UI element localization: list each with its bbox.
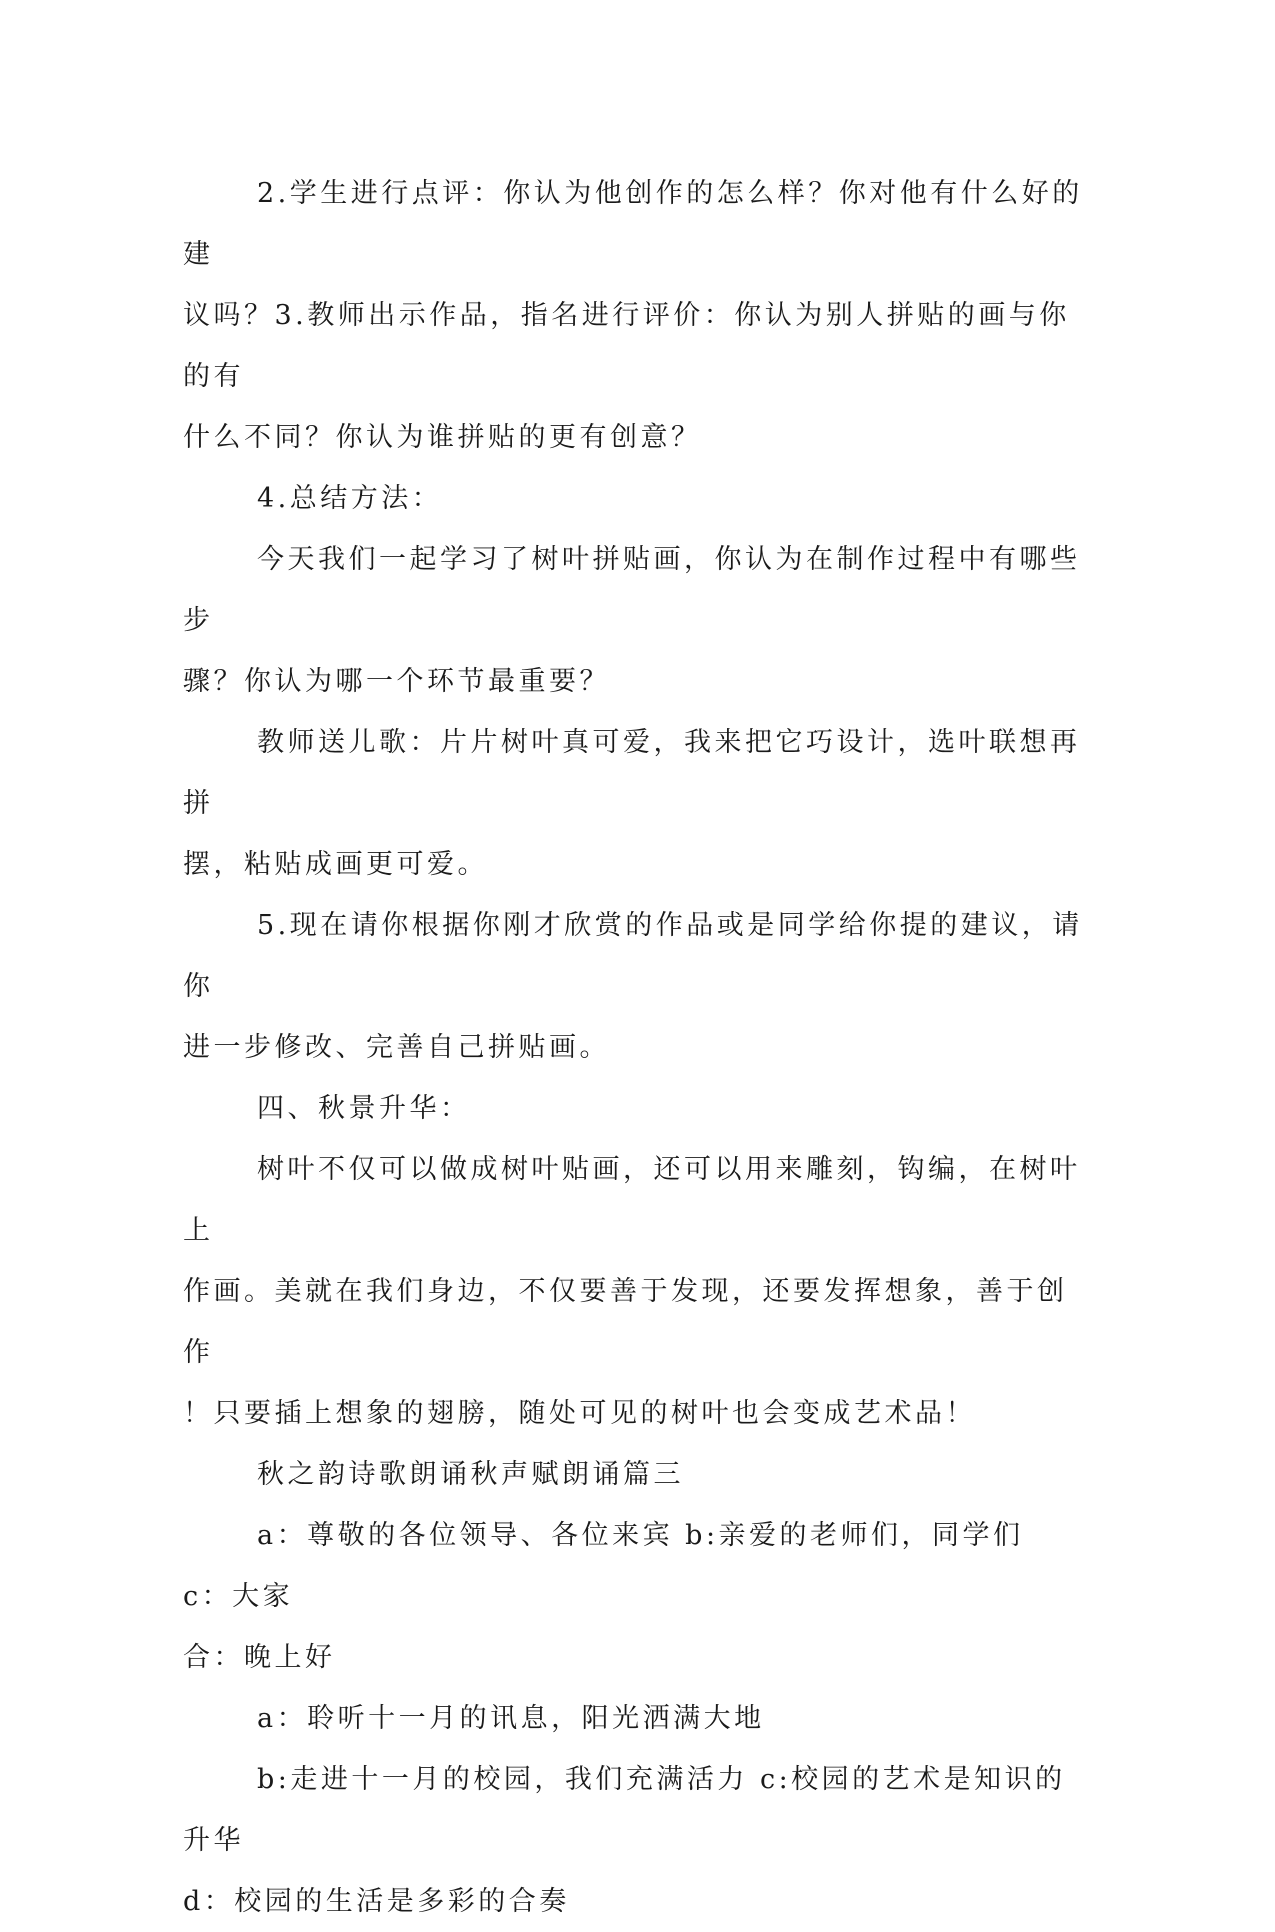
paragraph-november-message [183, 1688, 1083, 1749]
line: 进一步修改、完善自己拼贴画。 [183, 1032, 610, 1063]
line: 骤？你认为哪一个环节最重要？ [183, 666, 610, 697]
line: 教师送儿歌：片片树叶真可爱，我来把它巧设计，选叶联想再拼 [183, 727, 1081, 819]
line: 4.总结方法： [257, 483, 443, 514]
paragraph-steps-question [183, 529, 1083, 712]
line: 摆，粘贴成画更可爱。 [183, 849, 488, 880]
paragraph-peer-review [183, 163, 1083, 468]
line: 今天我们一起学习了树叶拼贴画，你认为在制作过程中有哪些步 [183, 544, 1081, 636]
line: 什么不同？你认为谁拼贴的更有创意？ [183, 422, 702, 453]
paragraph-children-song [183, 712, 1083, 895]
line: 秋之韵诗歌朗诵秋声赋朗诵篇三 [257, 1459, 684, 1490]
line: 作画。美就在我们身边，不仅要善于发现，还要发挥想象，善于创作 [183, 1276, 1068, 1368]
paragraph-greeting [183, 1505, 1083, 1688]
document-body [183, 163, 1083, 1932]
paragraph-section-four-heading [183, 1078, 1083, 1139]
paragraph-leaf-art [183, 1139, 1083, 1444]
line: 树叶不仅可以做成树叶贴画，还可以用来雕刻，钩编，在树叶上 [183, 1154, 1081, 1246]
line: ！只要插上想象的翅膀，随处可见的树叶也会变成艺术品！ [183, 1398, 976, 1429]
line: 四、秋景升华： [257, 1093, 471, 1124]
paragraph-revise-work [183, 895, 1083, 1078]
line: 5.现在请你根据你刚才欣赏的作品或是同学给你提的建议，请你 [183, 910, 1083, 1002]
paragraph-campus [183, 1749, 1083, 1932]
line: b:走进十一月的校园，我们充满活力 c:校园的艺术是知识的升华 [183, 1764, 1066, 1856]
line: d：校园的生活是多彩的合奏 [183, 1886, 570, 1917]
line: 议吗？3.教师出示作品，指名进行评价：你认为别人拼贴的画与你的有 [183, 300, 1070, 392]
line: 2.学生进行点评：你认为他创作的怎么样？你对他有什么好的建 [183, 178, 1083, 270]
line: 合：晚上好 [183, 1642, 336, 1673]
line: a：聆听十一月的讯息，阳光洒满大地 [257, 1703, 765, 1734]
line: a：尊敬的各位领导、各位来宾 b:亲爱的老师们，同学们 c：大家 [183, 1520, 1036, 1612]
paragraph-poem-title [183, 1444, 1083, 1505]
paragraph-summary-heading [183, 468, 1083, 529]
